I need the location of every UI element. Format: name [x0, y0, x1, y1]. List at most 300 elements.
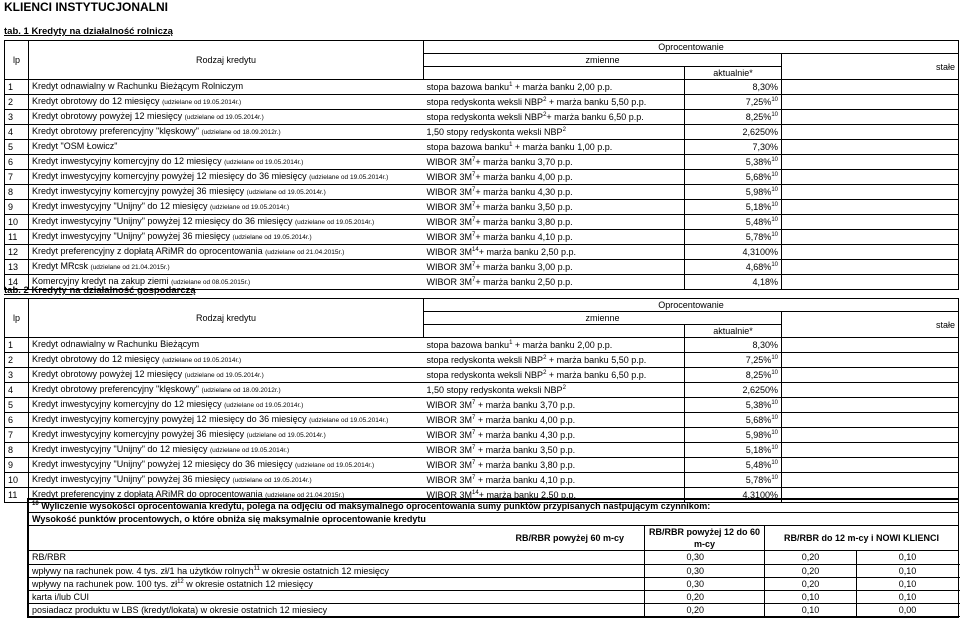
product-note: (udzielane od 21.04.2015r.) — [90, 264, 170, 271]
table-row — [5, 200, 959, 215]
row-fixed-rate — [782, 260, 959, 275]
row-lp: 10 — [5, 473, 29, 488]
footnote-row — [29, 604, 959, 617]
product-note: (udzielane od 19.05.2014r.) — [232, 234, 312, 241]
rate-footnote: 2 — [543, 112, 547, 118]
spacer — [424, 67, 685, 80]
rate-margin: + marża banku 3,70 p.p. — [475, 157, 573, 167]
row-rate — [424, 383, 685, 398]
table-row — [5, 230, 959, 245]
rate-footnote: 1 — [509, 82, 513, 88]
row-rate — [424, 260, 685, 275]
product-name: Kredyt inwestycyjny "Unijny" powyżej 36 miesięcy — [32, 231, 230, 241]
rate-base: stopa bazowa banku — [426, 82, 510, 92]
rate-value-footnote: 10 — [771, 355, 778, 361]
rate-value-footnote: 10 — [771, 460, 778, 466]
row-product — [29, 473, 424, 488]
rate-value-footnote: 10 — [771, 430, 778, 436]
rate-value-footnote: 10 — [771, 400, 778, 406]
rate-value: 7,25% — [745, 97, 772, 107]
product-name: Kredyt inwestycyjny komercyjny powyżej 36 miesięcy — [32, 186, 245, 196]
rate-base: WIBOR 3M — [426, 475, 473, 485]
rate-value: 5,78% — [745, 475, 772, 485]
row-rate — [424, 80, 685, 95]
rate-footnote: 7 — [472, 232, 476, 238]
factor-footnote: 11 — [253, 565, 260, 572]
row-product — [29, 170, 424, 185]
rate-margin: + marża banku 4,30 p.p. — [475, 430, 576, 440]
factor-text-2: w okresie ostatnich 12 miesięcy — [259, 565, 389, 576]
rate-base: WIBOR 3M — [426, 217, 473, 227]
row-rate — [424, 413, 685, 428]
rate-base: WIBOR 3M — [426, 490, 473, 500]
rate-value: 5,38% — [745, 400, 772, 410]
value-over-60: 0,30 — [645, 551, 765, 564]
factor-text: RB/RBR — [32, 552, 67, 563]
rate-value: 5,48% — [745, 460, 772, 470]
table-2 — [4, 298, 959, 503]
row-fixed-rate — [782, 398, 959, 413]
product-note: (udzielane od 19.05.2014r.) — [209, 204, 290, 211]
rate-value: 4,68% — [745, 262, 772, 272]
value-under-12: 0,10 — [857, 551, 959, 564]
footnote-table — [28, 499, 959, 617]
row-product — [29, 200, 424, 215]
row-fixed-rate — [782, 185, 959, 200]
footnote-title: $^{10}$ Wyliczenie wysokości oprocentowania kredytu, polega na odjęciu od maksymalnego oprocentowania sumy punktów przypisanych nastpującym czynnikom: — [29, 500, 959, 513]
value-under-12: 0,10 — [857, 564, 959, 577]
product-name: Komercyjny kredyt na zakup ziemi — [32, 276, 169, 286]
table-row — [5, 458, 959, 473]
rate-margin: + marża banku 3,50 p.p. — [475, 202, 573, 212]
table-row — [5, 398, 959, 413]
rate-value: 5,78% — [745, 232, 772, 242]
rate-base: stopa redyskonta weksli NBP — [426, 112, 544, 122]
col-rb-12-60: RB/RBR powyżej 12 do 60 m-cy — [645, 526, 765, 551]
rate-margin: + marża banku 3,00 p.p. — [475, 262, 573, 272]
row-current-rate — [685, 260, 782, 275]
spacer — [424, 325, 685, 338]
rate-base: WIBOR 3M — [426, 202, 473, 212]
rate-footnote: 7 — [472, 460, 476, 466]
rate-margin: + marża banku 6,50 p.p. — [546, 112, 644, 122]
col-product: Rodzaj kredytu — [29, 299, 424, 338]
row-current-rate — [685, 443, 782, 458]
col-variable: zmienne — [424, 54, 782, 67]
row-rate — [424, 458, 685, 473]
row-fixed-rate — [782, 110, 959, 125]
row-lp: 4 — [5, 125, 29, 140]
product-note: (udzielane od 19.05.2014r.) — [184, 114, 264, 121]
rate-value: 8,30% — [752, 340, 778, 350]
rate-value-footnote: 10 — [771, 415, 778, 421]
product-note: (udzielane od 19.05.2014r.) — [295, 462, 375, 469]
row-rate — [424, 398, 685, 413]
row-current-rate — [685, 383, 782, 398]
row-rate — [424, 170, 685, 185]
col-interest: Oprocentowanie — [424, 41, 959, 54]
product-note: (udzielane od 21.04.2015r.) — [265, 249, 345, 256]
product-name: Kredyt inwestycyjny "Unijny" do 12 miesięcy — [32, 444, 208, 454]
row-fixed-rate — [782, 338, 959, 353]
product-name: Kredyt obrotowy preferencyjny "klęskowy" — [32, 384, 199, 394]
rate-base: WIBOR 3M — [426, 460, 473, 470]
table-row — [5, 260, 959, 275]
rate-value-footnote: 10 — [771, 202, 778, 208]
row-fixed-rate — [782, 428, 959, 443]
col-fixed: stałe — [782, 54, 959, 80]
rate-footnote: 2 — [543, 355, 547, 361]
row-lp: 12 — [5, 245, 29, 260]
row-rate — [424, 368, 685, 383]
table-row — [5, 110, 959, 125]
rate-base: WIBOR 3M — [426, 262, 473, 272]
rate-margin: + marża banku 2,50 p.p. — [475, 277, 573, 287]
rate-value-footnote: 10 — [771, 217, 778, 223]
product-note: (udzielane od 19.05.2014r.) — [184, 372, 264, 379]
row-lp: 11 — [5, 230, 29, 245]
rate-margin: + marża banku 4,30 p.p. — [475, 187, 573, 197]
rate-base: WIBOR 3M — [426, 157, 473, 167]
rate-footnote: 7 — [472, 172, 476, 178]
rate-footnote: 7 — [472, 277, 476, 283]
rate-value: 5,98% — [745, 430, 772, 440]
row-product — [29, 413, 424, 428]
row-product — [29, 80, 424, 95]
product-name: Kredyt preferencyjny z dopłatą ARiMR do oprocentowania — [32, 489, 263, 499]
table-row — [5, 383, 959, 398]
rate-base: stopa redyskonta weksli NBP — [426, 97, 544, 107]
table-row — [5, 473, 959, 488]
product-note: (udzielane od 19.05.2014r.) — [295, 219, 375, 226]
value-over-60: 0,30 — [645, 577, 765, 590]
product-name: Kredyt inwestycyjny komercyjny powyżej 12 miesięcy do 36 miesięcy — [32, 414, 307, 424]
row-current-rate — [685, 353, 782, 368]
factor-label — [29, 590, 645, 603]
rate-value: 5,68% — [745, 172, 772, 182]
row-current-rate — [685, 80, 782, 95]
row-product — [29, 338, 424, 353]
rate-base: WIBOR 3M — [426, 400, 473, 410]
product-note: (udzielane od 19.05.2014r.) — [162, 99, 242, 106]
row-current-rate — [685, 245, 782, 260]
row-lp: 7 — [5, 428, 29, 443]
rate-base: WIBOR 3M — [426, 172, 473, 182]
rate-value: 7,30% — [752, 142, 778, 152]
row-product — [29, 368, 424, 383]
rate-footnote: 7 — [472, 445, 476, 451]
rate-value: 8,30% — [752, 82, 778, 92]
rate-value: 5,18% — [745, 202, 772, 212]
rate-margin: + marża banku 4,00 p.p. — [475, 172, 573, 182]
rate-footnote: 7 — [472, 217, 476, 223]
rate-value: 5,38% — [745, 157, 772, 167]
row-rate — [424, 110, 685, 125]
row-current-rate — [685, 140, 782, 155]
product-name: Kredyt inwestycyjny "Unijny" powyżej 12 miesięcy do 36 miesięcy — [32, 216, 293, 226]
row-fixed-rate — [782, 383, 959, 398]
row-product — [29, 383, 424, 398]
product-name: Kredyt "OSM Łowicz" — [32, 141, 118, 151]
row-lp: 8 — [5, 443, 29, 458]
row-lp: 14 — [5, 275, 29, 290]
table-row — [5, 140, 959, 155]
factor-label — [29, 564, 645, 577]
footnote-row — [29, 590, 959, 603]
table-2-caption: tab. 2 Kredyty na działalność gospodarczą — [4, 285, 196, 296]
rate-footnote: 7 — [472, 187, 476, 193]
col-lp: lp — [5, 41, 29, 80]
factor-label — [29, 604, 645, 617]
row-lp: 6 — [5, 413, 29, 428]
product-name: Kredyt inwestycyjny komercyjny powyżej 12 miesięcy do 36 miesięcy — [32, 171, 307, 181]
rate-margin: + marża banku 3,80 p.p. — [475, 217, 573, 227]
table-row — [5, 443, 959, 458]
factor-footnote: 12 — [177, 578, 184, 585]
rate-base: WIBOR 3M — [426, 247, 473, 257]
row-lp: 1 — [5, 338, 29, 353]
factor-label — [29, 551, 645, 564]
row-fixed-rate — [782, 443, 959, 458]
row-current-rate — [685, 368, 782, 383]
row-lp: 9 — [5, 200, 29, 215]
row-product — [29, 443, 424, 458]
row-lp: 11 — [5, 488, 29, 503]
product-name: Kredyt odnawialny w Rachunku Bieżącym Rolniczym — [32, 81, 244, 91]
rate-footnote: 7 — [472, 202, 476, 208]
table-row — [5, 170, 959, 185]
factor-text: wpływy na rachunek pow. 100 tys. zł — [32, 578, 178, 589]
rate-value: 7,25% — [745, 355, 772, 365]
product-note: (udzielane od 19.05.2014r.) — [224, 159, 304, 166]
rate-value: 2,6250% — [742, 127, 778, 137]
rate-margin: + marża banku 2,50 p.p. — [478, 490, 577, 500]
row-current-rate — [685, 338, 782, 353]
rate-footnote: 2 — [543, 370, 547, 376]
footnote-subtitle: Wysokość punktów procentowych, o które obniża się maksymalnie oprocentowanie kredytu — [29, 513, 959, 526]
row-lp: 5 — [5, 398, 29, 413]
row-fixed-rate — [782, 80, 959, 95]
rate-margin: + marża banku 2,50 p.p. — [478, 247, 577, 257]
product-name: Kredyt inwestycyjny komercyjny do 12 miesięcy — [32, 399, 222, 409]
row-rate — [424, 473, 685, 488]
rate-base: stopa bazowa banku — [426, 340, 510, 350]
col-current: aktualnie* — [685, 325, 782, 338]
product-note: (udzielane od 19.05.2014r.) — [232, 477, 312, 484]
product-name: Kredyt obrotowy do 12 miesięcy — [32, 354, 160, 364]
footnote-row — [29, 551, 959, 564]
row-lp: 2 — [5, 95, 29, 110]
table-row — [5, 95, 959, 110]
rate-base: WIBOR 3M — [426, 430, 473, 440]
rate-margin: + marża banku 4,10 p.p. — [475, 475, 576, 485]
row-rate — [424, 338, 685, 353]
rate-value-footnote: 10 — [771, 172, 778, 178]
row-fixed-rate — [782, 473, 959, 488]
rate-value-footnote: 10 — [771, 445, 778, 451]
row-fixed-rate — [782, 275, 959, 290]
row-lp: 5 — [5, 140, 29, 155]
row-fixed-rate — [782, 245, 959, 260]
row-rate — [424, 200, 685, 215]
rate-value: 5,48% — [745, 217, 772, 227]
rate-base: WIBOR 3M — [426, 445, 473, 455]
rate-value: 4,18% — [752, 277, 778, 287]
row-lp: 2 — [5, 353, 29, 368]
col-interest: Oprocentowanie — [424, 299, 959, 312]
rate-footnote: 1 — [509, 340, 513, 346]
product-name: Kredyt inwestycyjny "Unijny" do 12 miesięcy — [32, 201, 208, 211]
factor-text: posiadacz produktu w LBS (kredyt/lokata) w okresie ostatnich 12 miesiecy — [32, 605, 328, 616]
row-product — [29, 125, 424, 140]
rate-footnote: 14 — [472, 247, 479, 253]
col-variable: zmienne — [424, 312, 782, 325]
row-product — [29, 110, 424, 125]
value-over-60: 0,20 — [645, 590, 765, 603]
rate-footnote: 2 — [562, 385, 566, 391]
rate-margin: + marża banku 4,00 p.p. — [475, 415, 576, 425]
row-lp: 7 — [5, 170, 29, 185]
product-name: Kredyt inwestycyjny "Unijny" powyżej 36 miesięcy — [32, 474, 230, 484]
col-lp: lp — [5, 299, 29, 338]
value-12-60: 0,20 — [765, 551, 857, 564]
product-note: (udzielane od 19.05.2014r.) — [246, 432, 326, 439]
row-product — [29, 245, 424, 260]
product-name: Kredyt obrotowy powyżej 12 miesięcy — [32, 369, 183, 379]
table-row — [5, 185, 959, 200]
col-current: aktualnie* — [685, 67, 782, 80]
rate-value: 8,25% — [745, 112, 772, 122]
row-current-rate — [685, 428, 782, 443]
product-note: (udzielane od 19.05.2014r.) — [309, 174, 389, 181]
page-title: KLIENCI INSTYTUCJONALNI — [4, 0, 169, 14]
product-name: Kredyt inwestycyjny komercyjny do 12 miesięcy — [32, 156, 222, 166]
product-name: Kredyt inwestycyjny komercyjny powyżej 36 miesięcy — [32, 429, 245, 439]
rate-value-footnote: 10 — [771, 232, 778, 238]
row-current-rate — [685, 170, 782, 185]
rate-base: stopa redyskonta weksli NBP — [426, 370, 544, 380]
product-note: (udzielane od 18.09.2012r.) — [201, 129, 281, 136]
rate-base: WIBOR 3M — [426, 277, 473, 287]
row-rate — [424, 215, 685, 230]
product-name: Kredyt inwestycyjny "Unijny" powyżej 12 miesięcy do 36 miesięcy — [32, 459, 293, 469]
row-lp: 10 — [5, 215, 29, 230]
product-name: Kredyt preferencyjny z dopłatą ARiMR do oprocentowania — [32, 246, 263, 256]
row-fixed-rate — [782, 458, 959, 473]
table-row — [5, 215, 959, 230]
product-note: (udzielane od 19.05.2014r.) — [224, 402, 304, 409]
product-name: Kredyt obrotowy powyżej 12 miesięcy — [32, 111, 183, 121]
rate-footnote: 7 — [472, 157, 476, 163]
factor-text: wpływy na rachunek pow. 4 tys. zł/1 ha użytków rolnych — [32, 565, 254, 576]
rate-value: 5,18% — [745, 445, 772, 455]
value-12-60: 0,20 — [765, 564, 857, 577]
rate-base: 1,50 stopy redyskonta weksli NBP — [426, 385, 563, 395]
row-product — [29, 155, 424, 170]
row-current-rate — [685, 413, 782, 428]
product-note: (udzielane od 18.09.2012r.) — [201, 387, 281, 394]
row-fixed-rate — [782, 140, 959, 155]
footnote-row — [29, 577, 959, 590]
rate-margin: + marża banku 6,50 p.p. — [546, 370, 647, 380]
row-product — [29, 260, 424, 275]
table-row — [5, 413, 959, 428]
rate-margin: + marża banku 1,00 p.p. — [512, 142, 613, 152]
row-rate — [424, 155, 685, 170]
rate-margin: + marża banku 2,00 p.p. — [512, 82, 613, 92]
row-fixed-rate — [782, 215, 959, 230]
row-lp: 6 — [5, 155, 29, 170]
rate-base: WIBOR 3M — [426, 415, 473, 425]
row-fixed-rate — [782, 155, 959, 170]
row-current-rate — [685, 155, 782, 170]
rate-value-footnote: 10 — [771, 370, 778, 376]
value-12-60: 0,10 — [765, 590, 857, 603]
rate-value-footnote: 10 — [771, 112, 778, 118]
value-12-60: 0,10 — [765, 604, 857, 617]
row-rate — [424, 428, 685, 443]
row-product — [29, 428, 424, 443]
table-1 — [4, 40, 959, 290]
table-row — [5, 353, 959, 368]
row-fixed-rate — [782, 170, 959, 185]
row-product — [29, 398, 424, 413]
row-rate — [424, 95, 685, 110]
row-product — [29, 215, 424, 230]
col-rb-12-new: RB/RBR do 12 m-cy i NOWI KLIENCI — [765, 526, 959, 551]
value-under-12: 0,10 — [857, 577, 959, 590]
value-12-60: 0,20 — [765, 577, 857, 590]
product-note: (udzielane od 19.05.2014r.) — [246, 189, 326, 196]
rate-value: 2,6250% — [742, 385, 778, 395]
table-row — [5, 155, 959, 170]
row-current-rate — [685, 458, 782, 473]
row-fixed-rate — [782, 95, 959, 110]
col-product: Rodzaj kredytu — [29, 41, 424, 80]
factor-text-2: w okresie ostatnich 12 miesięcy — [183, 578, 313, 589]
table-row — [5, 338, 959, 353]
row-lp: 3 — [5, 110, 29, 125]
row-product — [29, 458, 424, 473]
footnote-row — [29, 564, 959, 577]
rate-margin: + marża banku 3,80 p.p. — [475, 460, 576, 470]
rate-value-footnote: 10 — [771, 157, 778, 163]
row-lp: 3 — [5, 368, 29, 383]
row-product — [29, 353, 424, 368]
rate-base: 1,50 stopy redyskonta weksli NBP — [426, 127, 563, 137]
row-rate — [424, 185, 685, 200]
product-note: (udzielane od 08.05.2015r.) — [171, 279, 251, 286]
rate-value: 8,25% — [745, 370, 772, 380]
rate-margin: + marża banku 5,50 p.p. — [546, 97, 647, 107]
rate-margin: + marża banku 3,50 p.p. — [475, 445, 576, 455]
product-note: (udzielane od 19.05.2014r.) — [162, 357, 242, 364]
rate-footnote: 7 — [472, 262, 476, 268]
rate-footnote: 1 — [509, 142, 513, 148]
row-rate — [424, 275, 685, 290]
row-rate — [424, 230, 685, 245]
row-fixed-rate — [782, 368, 959, 383]
rate-margin: + marża banku 2,00 p.p. — [512, 340, 613, 350]
product-note: (udzielane od 19.05.2014r.) — [209, 447, 290, 454]
row-current-rate — [685, 473, 782, 488]
product-name: Kredyt obrotowy do 12 miesięcy — [32, 96, 160, 106]
rate-value-footnote: 10 — [771, 97, 778, 103]
row-product — [29, 230, 424, 245]
rate-base: WIBOR 3M — [426, 232, 473, 242]
row-current-rate — [685, 185, 782, 200]
rate-value: 4,3100% — [742, 490, 778, 500]
